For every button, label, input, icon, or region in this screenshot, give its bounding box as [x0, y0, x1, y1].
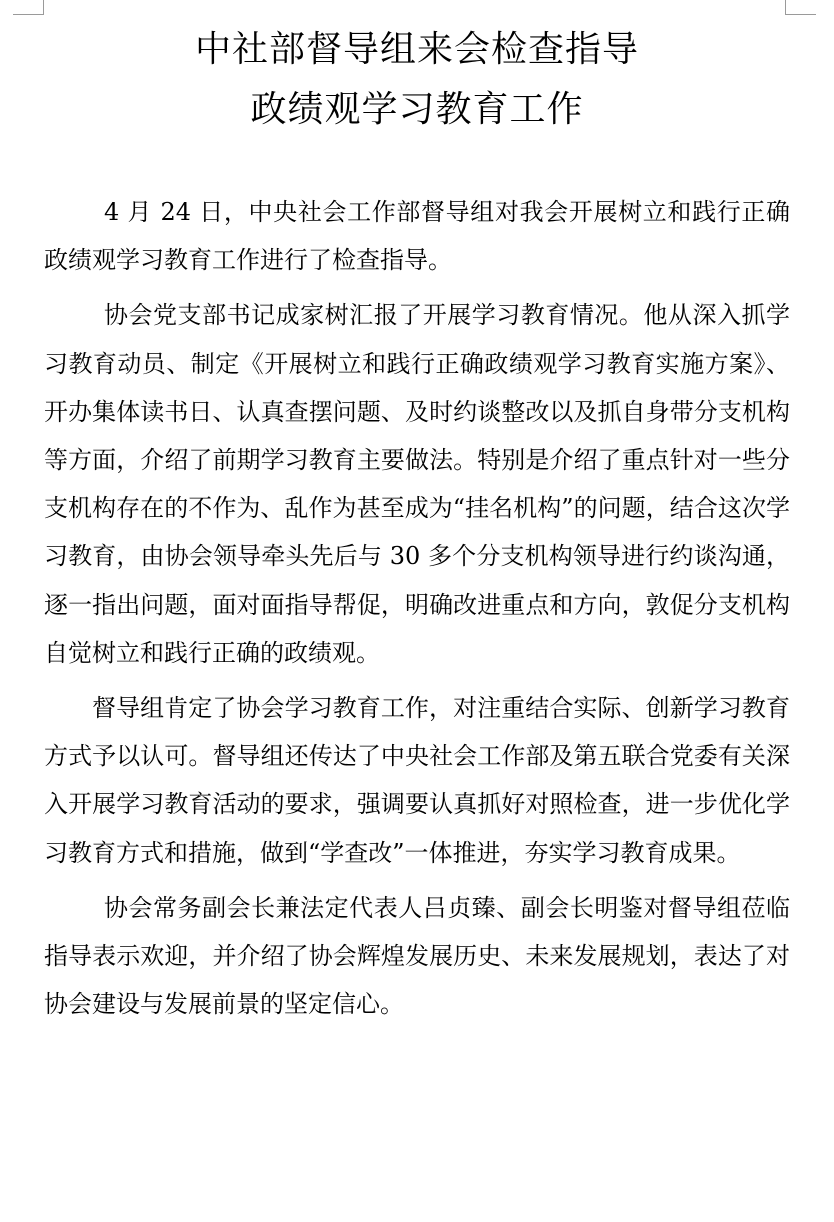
paragraph-3: 督导组肯定了协会学习教育工作，对注重结合实际、创新学习教育方式予以认可。督导组还传达了中央社会工作部及第五联合党委有关深入开展学习教育活动的要求，强调要认真抓好对照检查，进一步优化学习教育方式和措施，做到“学查改”一体推进，夯实学习教育成果。 — [44, 694, 790, 867]
document-body — [44, 188, 790, 1035]
paragraph-2: 协会党支部书记成家树汇报了开展学习教育情况。他从深入抓学习教育动员、制定《开展树立和践行正确政绩观学习教育实施方案》、开办集体读书日、认真查摆问题、及时约谈整改以及抓自身带分支机构等方面，介绍了前期学习教育主要做法。特别是介绍了重点针对一些分支机构存在的不作为、乱作为甚至成为“挂名机构”的问题，结合这次学习教育，由协会领导牵头先后与 30 多个分支机构领导进行约谈沟通，逐一指出问题，面对面指导帮促，明确改进重点和方向，敦促分支机构自觉树立和践行正确的政绩观。 — [44, 301, 790, 667]
paragraph-4: 协会常务副会长兼法定代表人吕贞臻、副会长明鉴对督导组莅临指导表示欢迎，并介绍了协会辉煌发展历史、未来发展规划，表达了对协会建设与发展前景的坚定信心。 — [44, 893, 790, 1019]
crop-mark-top-left — [13, 0, 44, 15]
title-line-2: 政绩观学习教育工作 — [250, 89, 584, 130]
paragraph-1: 4 月 24 日，中央社会工作部督导组对我会开展树立和践行正确政绩观学习教育工作进行了检查指导。 — [44, 198, 790, 275]
crop-mark-top-right — [785, 0, 816, 15]
title-line-1: 中社部督导组来会检查指导 — [194, 29, 639, 70]
document-title — [0, 20, 834, 140]
